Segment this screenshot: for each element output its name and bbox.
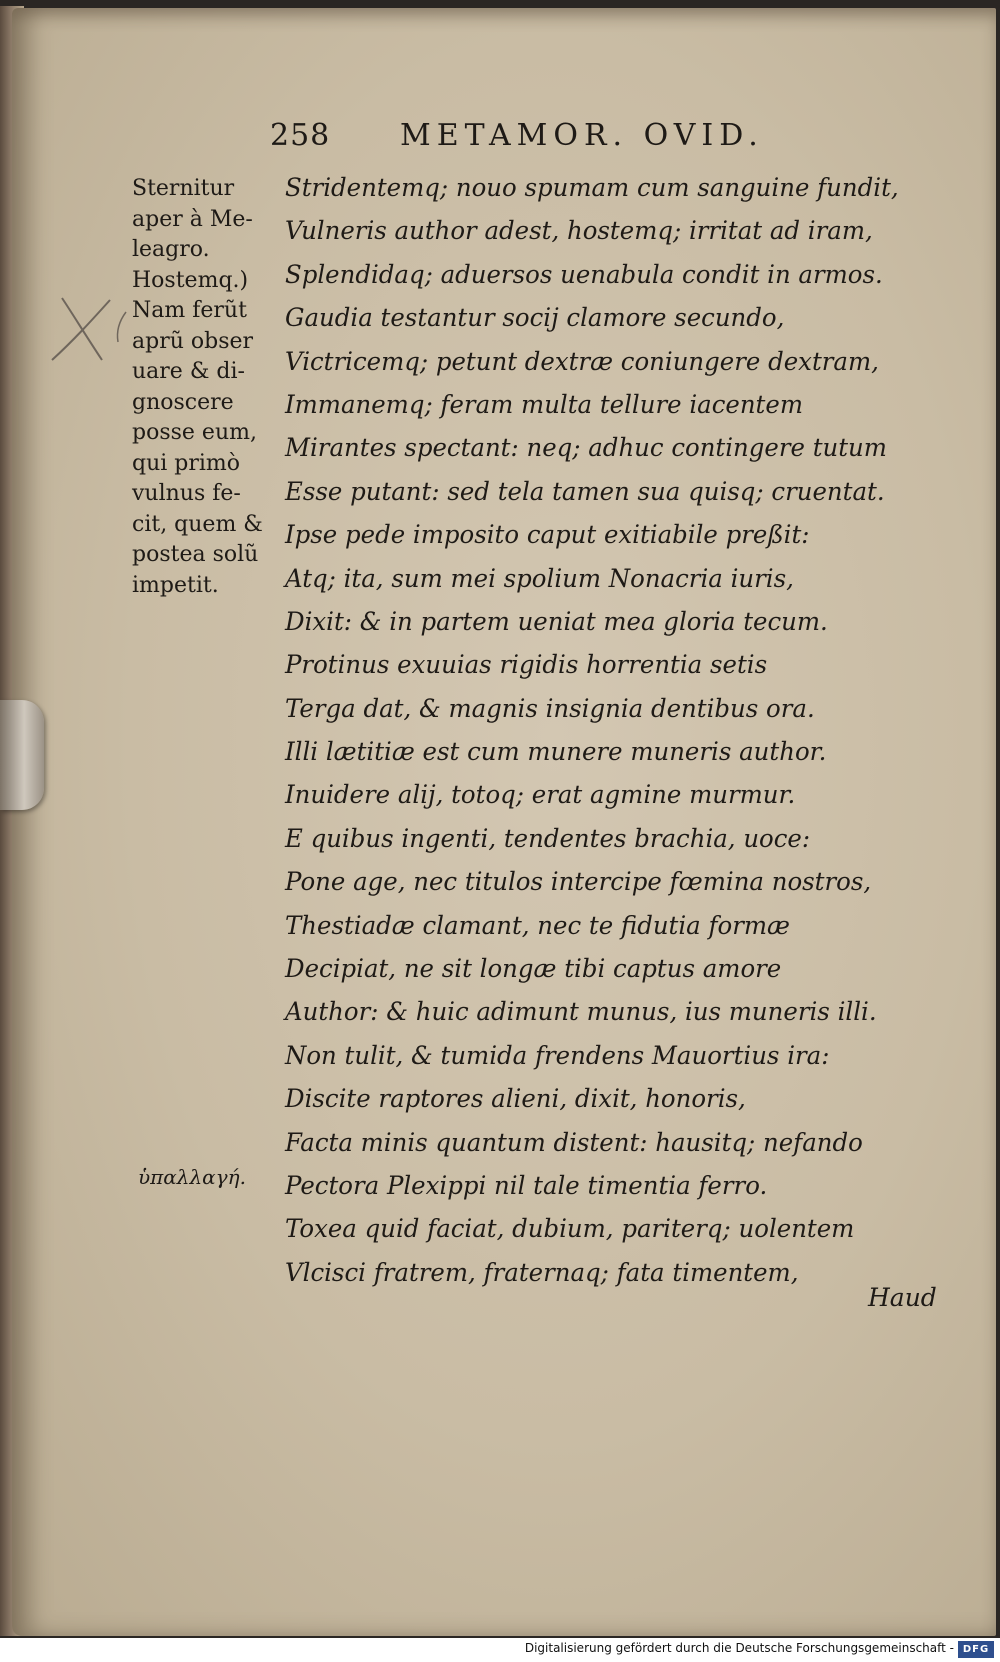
verse-line: Non tulit, & tumida frendens Mauortius ira:	[285, 1040, 830, 1070]
verse-line: Terga dat, & magnis insignia dentibus ora.	[285, 693, 815, 723]
footer-credit: Digitalisierung gefördert durch die Deutsche Forschungsgemeinschaft -	[524, 1641, 954, 1655]
verse-line: Author: & huic adimunt munus, ius muneris illi.	[285, 997, 877, 1027]
page-number: 258	[270, 118, 331, 153]
verse-line: Toxea quid faciat, dubium, pariterq; uolentem	[285, 1214, 855, 1244]
catchword: Haud	[868, 1283, 937, 1312]
verse-line: Facta minis quantum distent: hausitq; nefando	[285, 1127, 863, 1157]
verse-line: Pone age, nec titulos intercipe fœmina nostros,	[285, 867, 872, 897]
verse-line: Ipse pede imposito caput exitiabile preßit:	[285, 520, 810, 550]
margin-note-line: cit, quem &	[132, 511, 263, 537]
digitization-footer	[0, 1638, 1000, 1662]
margin-note	[132, 174, 282, 601]
margin-note-line: aper à Me-	[132, 206, 253, 232]
verse-line: Illi lætitiæ est cum munere muneris author.	[285, 737, 827, 767]
margin-note-line: gnoscere	[132, 389, 234, 415]
margin-note-line: leagro.	[132, 237, 210, 262]
verse-line: Protinus exuuias rigidis horrentia setis	[285, 650, 768, 680]
margin-note-line: qui primò	[132, 450, 241, 476]
verse-line: E quibus ingenti, tendentes brachia, uoce:	[285, 823, 811, 853]
margin-note-line: uare & di-	[132, 359, 245, 384]
margin-note-line: impetit.	[132, 572, 219, 598]
margin-note-line: Nam ferũt	[132, 298, 247, 323]
verse-line: Stridentemq; nouo spumam cum sanguine fundit,	[285, 173, 899, 202]
verse-line: Splendidaq; aduersos uenabula condit in armos.	[285, 259, 883, 289]
verse-line: Pectora Plexippi nil tale timentia ferro.	[285, 1170, 768, 1200]
verse-line: Inuidere alij, totoq; erat agmine murmur.	[285, 780, 796, 810]
verse-line: Mirantes spectant: neq; adhuc contingere tutum	[285, 433, 887, 463]
verse-line: Decipiat, ne sit longæ tibi captus amore	[285, 954, 782, 984]
margin-note-line: postea solũ	[132, 542, 259, 567]
verse-line: Dixit: & in partem ueniat mea gloria tecum.	[285, 606, 828, 636]
verse-block	[285, 166, 925, 1294]
verse-line: Immanemq; feram multa tellure iacentem	[285, 389, 803, 419]
pencil-cross-mark	[40, 290, 130, 370]
verse-line: Vulneris author adest, hostemq; irritat ad iram,	[285, 216, 873, 246]
margin-note-line: Hostemq.)	[132, 267, 249, 293]
greek-margin-note: ὑπαλλαγή.	[138, 1165, 246, 1189]
book-clasp	[0, 700, 44, 810]
running-title: METAMOR. OVID.	[400, 118, 764, 153]
margin-note-line: Sternitur	[132, 176, 235, 201]
verse-line: Thestiadæ clamant, nec te fidutia formæ	[285, 910, 791, 940]
verse-line: Esse putant: sed tela tamen sua quisq; cruentat.	[285, 476, 885, 506]
verse-line: Atq; ita, sum mei spolium Nonacria iuris,	[285, 563, 794, 593]
verse-line: Victricemq; petunt dextræ coniungere dextram,	[285, 346, 879, 376]
margin-note-line: vulnus fe-	[132, 481, 241, 506]
verse-line: Discite raptores alieni, dixit, honoris,	[285, 1084, 746, 1114]
verse-line: Vlcisci fratrem, fraternaq; fata timentem,	[285, 1257, 799, 1287]
margin-note-line: posse eum,	[132, 420, 257, 445]
dfg-logo-icon: DFG	[958, 1641, 994, 1658]
margin-note-line: aprũ obser	[132, 328, 254, 354]
page-header	[270, 118, 850, 162]
verse-line: Gaudia testantur socij clamore secundo,	[285, 303, 785, 333]
